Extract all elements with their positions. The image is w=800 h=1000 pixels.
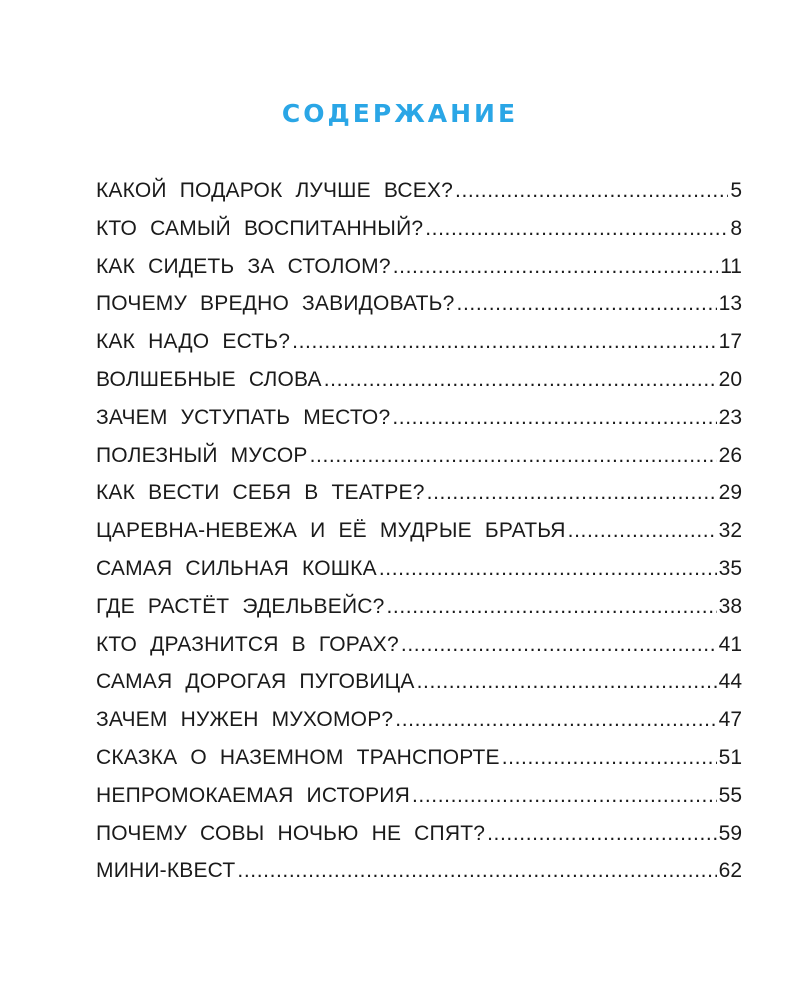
toc-entry-page: 13: [718, 292, 742, 316]
toc-entry[interactable]: [96, 210, 742, 248]
toc-entry[interactable]: [96, 663, 742, 701]
toc-entry[interactable]: [96, 550, 742, 588]
dot-leader: [401, 626, 717, 664]
toc-entry[interactable]: [96, 361, 742, 399]
toc-entry[interactable]: [96, 172, 742, 210]
dot-leader: [457, 285, 717, 323]
dot-leader: [379, 550, 717, 588]
toc-entry-page: 55: [718, 783, 742, 807]
toc-entry[interactable]: [96, 248, 742, 286]
dot-leader: [412, 777, 717, 815]
toc-entry-page: 51: [718, 745, 742, 769]
toc-entry-title: МИНИ-КВЕСТ: [96, 859, 236, 883]
toc-entry[interactable]: [96, 701, 742, 739]
toc-entry[interactable]: [96, 739, 742, 777]
toc-entry-title: ГДЕ РАСТЁТ ЭДЕЛЬВЕЙС?: [96, 594, 385, 618]
toc-entry-title: ПОЧЕМУ ВРЕДНО ЗАВИДОВАТЬ?: [96, 292, 455, 316]
toc-entry-title: ПОЛЕЗНЫЙ МУСОР: [96, 443, 308, 467]
dot-leader: [310, 437, 717, 475]
page-title: СОДЕРЖАНИЕ: [281, 98, 519, 128]
dot-leader: [395, 701, 716, 739]
toc-entry[interactable]: [96, 626, 742, 664]
dot-leader: [568, 512, 717, 550]
toc-entry-title: ЦАРЕВНА-НЕВЕЖА И ЕЁ МУДРЫЕ БРАТЬЯ: [96, 519, 566, 543]
toc-entry-page: 17: [718, 330, 742, 354]
toc-entry-page: 35: [718, 556, 742, 580]
dot-leader: [425, 210, 728, 248]
toc-entry-title: ВОЛШЕБНЫЕ СЛОВА: [96, 367, 322, 391]
toc-entry-title: КТО САМЫЙ ВОСПИТАННЫЙ?: [96, 216, 424, 240]
toc-entry-page: 41: [718, 632, 742, 656]
toc-entry-page: 38: [718, 594, 742, 618]
dot-leader: [324, 361, 717, 399]
toc-entry-page: 8: [730, 216, 742, 240]
toc-entry[interactable]: [96, 777, 742, 815]
toc-entry[interactable]: [96, 474, 742, 512]
dot-leader: [393, 248, 718, 286]
toc-entry-title: КАК ВЕСТИ СЕБЯ В ТЕАТРЕ?: [96, 481, 425, 505]
table-of-contents: [96, 172, 742, 890]
toc-entry-title: НЕПРОМОКАЕМАЯ ИСТОРИЯ: [96, 783, 410, 807]
toc-entry-title: КАКОЙ ПОДАРОК ЛУЧШЕ ВСЕХ?: [96, 179, 454, 202]
toc-entry[interactable]: [96, 588, 742, 626]
toc-entry-title: ЗАЧЕМ НУЖЕН МУХОМОР?: [96, 708, 394, 732]
dot-leader: [455, 172, 728, 210]
toc-entry[interactable]: [96, 512, 742, 550]
dot-leader: [487, 815, 717, 853]
toc-entry-title: САМАЯ СИЛЬНАЯ КОШКА: [96, 556, 377, 580]
toc-entry-title: КАК НАДО ЕСТЬ?: [96, 330, 291, 354]
toc-entry-title: ПОЧЕМУ СОВЫ НОЧЬЮ НЕ СПЯТ?: [96, 821, 486, 845]
toc-entry[interactable]: [96, 437, 742, 475]
dot-leader: [292, 323, 717, 361]
dot-leader: [427, 474, 717, 512]
toc-entry-title: КТО ДРАЗНИТСЯ В ГОРАХ?: [96, 632, 399, 656]
toc-entry-page: 32: [718, 519, 742, 543]
toc-entry[interactable]: [96, 399, 742, 437]
dot-leader: [417, 663, 717, 701]
toc-entry-page: 59: [718, 821, 742, 845]
toc-entry-page: 11: [720, 254, 742, 278]
toc-entry-page: 29: [718, 481, 742, 505]
toc-entry-page: 62: [718, 859, 742, 883]
dot-leader: [392, 399, 716, 437]
toc-entry[interactable]: [96, 285, 742, 323]
toc-entry-title: САМАЯ ДОРОГАЯ ПУГОВИЦА: [96, 670, 415, 694]
toc-entry[interactable]: [96, 815, 742, 853]
toc-entry-page: 26: [718, 443, 742, 467]
dot-leader: [387, 588, 717, 626]
toc-entry[interactable]: [96, 323, 742, 361]
toc-entry-title: КАК СИДЕТЬ ЗА СТОЛОМ?: [96, 254, 391, 278]
toc-entry-page: 20: [718, 367, 742, 391]
toc-entry-title: СКАЗКА О НАЗЕМНОМ ТРАНСПОРТЕ: [96, 745, 500, 769]
toc-entry[interactable]: [96, 852, 742, 890]
toc-entry-title: ЗАЧЕМ УСТУПАТЬ МЕСТО?: [96, 405, 391, 429]
dot-leader: [502, 739, 717, 777]
dot-leader: [237, 852, 716, 890]
toc-entry-page: 5: [730, 179, 742, 202]
toc-entry-page: 47: [718, 708, 742, 732]
toc-entry-page: 44: [718, 670, 742, 694]
toc-entry-page: 23: [718, 405, 742, 429]
